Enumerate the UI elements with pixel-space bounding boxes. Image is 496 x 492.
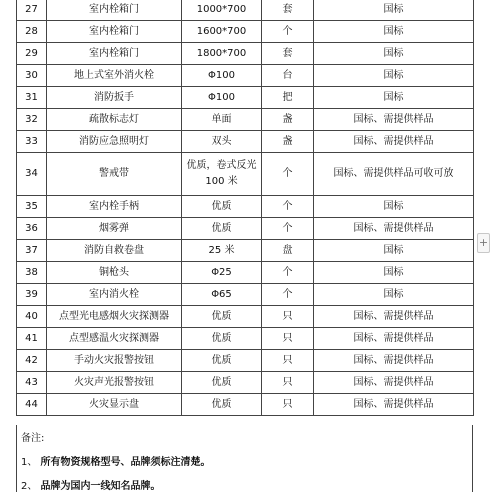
item-spec: Φ100 <box>182 65 262 87</box>
item-remark: 国标、需提供样品 <box>314 350 474 372</box>
item-name: 室内栓箱门 <box>47 43 182 65</box>
notes-section <box>16 425 473 492</box>
item-name: 烟雾弹 <box>47 218 182 240</box>
table-row <box>17 87 474 109</box>
item-unit: 只 <box>262 394 314 416</box>
item-remark: 国标 <box>314 43 474 65</box>
item-unit: 只 <box>262 350 314 372</box>
item-spec: 优质，卷式反光 100 米 <box>182 153 262 196</box>
item-name: 警戒带 <box>47 153 182 196</box>
item-spec: Φ25 <box>182 262 262 284</box>
note-item-1-number: 1、 <box>21 457 38 468</box>
row-number: 41 <box>17 328 47 350</box>
item-spec: 优质 <box>182 350 262 372</box>
item-name: 铜枪头 <box>47 262 182 284</box>
item-spec: 单面 <box>182 109 262 131</box>
item-unit: 盘 <box>262 240 314 262</box>
item-spec: 优质 <box>182 196 262 218</box>
item-unit: 台 <box>262 65 314 87</box>
row-number: 38 <box>17 262 47 284</box>
item-unit: 只 <box>262 372 314 394</box>
row-number: 40 <box>17 306 47 328</box>
item-spec: 25 米 <box>182 240 262 262</box>
row-number: 42 <box>17 350 47 372</box>
item-remark: 国标、需提供样品 <box>314 131 474 153</box>
note-item-2-text: 品牌为国内一线知名品牌。 <box>40 481 161 492</box>
item-spec: 1800*700 <box>182 43 262 65</box>
note-item-1 <box>21 453 210 468</box>
item-unit: 只 <box>262 306 314 328</box>
item-spec: 优质 <box>182 218 262 240</box>
table-row <box>17 306 474 328</box>
table-row <box>17 43 474 65</box>
item-remark: 国标 <box>314 262 474 284</box>
item-remark: 国标 <box>314 65 474 87</box>
item-unit: 个 <box>262 196 314 218</box>
item-remark: 国标、需提供样品 <box>314 394 474 416</box>
table-row <box>17 262 474 284</box>
table-row <box>17 284 474 306</box>
item-remark: 国标、需提供样品可收可放 <box>314 153 474 196</box>
row-number: 33 <box>17 131 47 153</box>
item-unit: 个 <box>262 284 314 306</box>
note-item-2 <box>21 477 160 492</box>
item-name: 室内栓箱门 <box>47 0 182 21</box>
item-remark: 国标、需提供样品 <box>314 306 474 328</box>
item-spec: 双头 <box>182 131 262 153</box>
item-unit: 套 <box>262 0 314 21</box>
item-name: 手动火灾报警按钮 <box>47 350 182 372</box>
item-name: 室内消火栓 <box>47 284 182 306</box>
item-name: 点型光电感烟火灾探测器 <box>47 306 182 328</box>
item-name: 消防自救卷盘 <box>47 240 182 262</box>
item-spec: 优质 <box>182 372 262 394</box>
item-remark: 国标 <box>314 196 474 218</box>
row-number: 44 <box>17 394 47 416</box>
table-row <box>17 153 474 196</box>
table-row <box>17 109 474 131</box>
row-number: 27 <box>17 0 47 21</box>
table-row <box>17 240 474 262</box>
item-unit: 只 <box>262 328 314 350</box>
item-unit: 盏 <box>262 131 314 153</box>
row-number: 36 <box>17 218 47 240</box>
note-item-1-text: 所有物资规格型号、品牌须标注清楚。 <box>40 457 211 468</box>
item-unit: 个 <box>262 218 314 240</box>
item-spec: 1000*700 <box>182 0 262 21</box>
table-row <box>17 328 474 350</box>
item-spec: Φ65 <box>182 284 262 306</box>
table-row <box>17 218 474 240</box>
item-remark: 国标 <box>314 240 474 262</box>
row-number: 30 <box>17 65 47 87</box>
row-number: 31 <box>17 87 47 109</box>
item-name: 室内栓箱门 <box>47 21 182 43</box>
item-name: 点型感温火灾探测器 <box>47 328 182 350</box>
row-number: 32 <box>17 109 47 131</box>
item-remark: 国标、需提供样品 <box>314 218 474 240</box>
item-name: 室内栓手柄 <box>47 196 182 218</box>
row-number: 35 <box>17 196 47 218</box>
materials-table <box>16 0 474 416</box>
item-name: 消防应急照明灯 <box>47 131 182 153</box>
item-remark: 国标、需提供样品 <box>314 372 474 394</box>
item-unit: 个 <box>262 262 314 284</box>
table-row <box>17 131 474 153</box>
item-name: 火灾声光报警按钮 <box>47 372 182 394</box>
item-name: 消防扳手 <box>47 87 182 109</box>
row-number: 29 <box>17 43 47 65</box>
item-unit: 盏 <box>262 109 314 131</box>
notes-title: 备注: <box>21 433 45 444</box>
item-name: 火灾显示盘 <box>47 394 182 416</box>
item-remark: 国标、需提供样品 <box>314 109 474 131</box>
item-remark: 国标 <box>314 21 474 43</box>
table-row <box>17 394 474 416</box>
item-spec: 优质 <box>182 306 262 328</box>
row-number: 34 <box>17 153 47 196</box>
item-remark: 国标 <box>314 284 474 306</box>
table-row <box>17 65 474 87</box>
table-row <box>17 350 474 372</box>
table-row <box>17 21 474 43</box>
row-number: 37 <box>17 240 47 262</box>
row-number: 39 <box>17 284 47 306</box>
materials-table-body <box>17 0 474 416</box>
item-name: 疏散标志灯 <box>47 109 182 131</box>
row-number: 28 <box>17 21 47 43</box>
row-number: 43 <box>17 372 47 394</box>
item-spec: Φ100 <box>182 87 262 109</box>
note-item-2-number: 2、 <box>21 481 38 492</box>
table-row <box>17 0 474 21</box>
table-row <box>17 196 474 218</box>
expand-plus-icon[interactable]: + <box>477 233 490 253</box>
item-name: 地上式室外消火栓 <box>47 65 182 87</box>
item-remark: 国标 <box>314 0 474 21</box>
table-row <box>17 372 474 394</box>
item-remark: 国标 <box>314 87 474 109</box>
item-spec: 1600*700 <box>182 21 262 43</box>
item-unit: 把 <box>262 87 314 109</box>
item-unit: 个 <box>262 21 314 43</box>
item-spec: 优质 <box>182 328 262 350</box>
item-unit: 套 <box>262 43 314 65</box>
item-unit: 个 <box>262 153 314 196</box>
item-spec: 优质 <box>182 394 262 416</box>
item-remark: 国标、需提供样品 <box>314 328 474 350</box>
